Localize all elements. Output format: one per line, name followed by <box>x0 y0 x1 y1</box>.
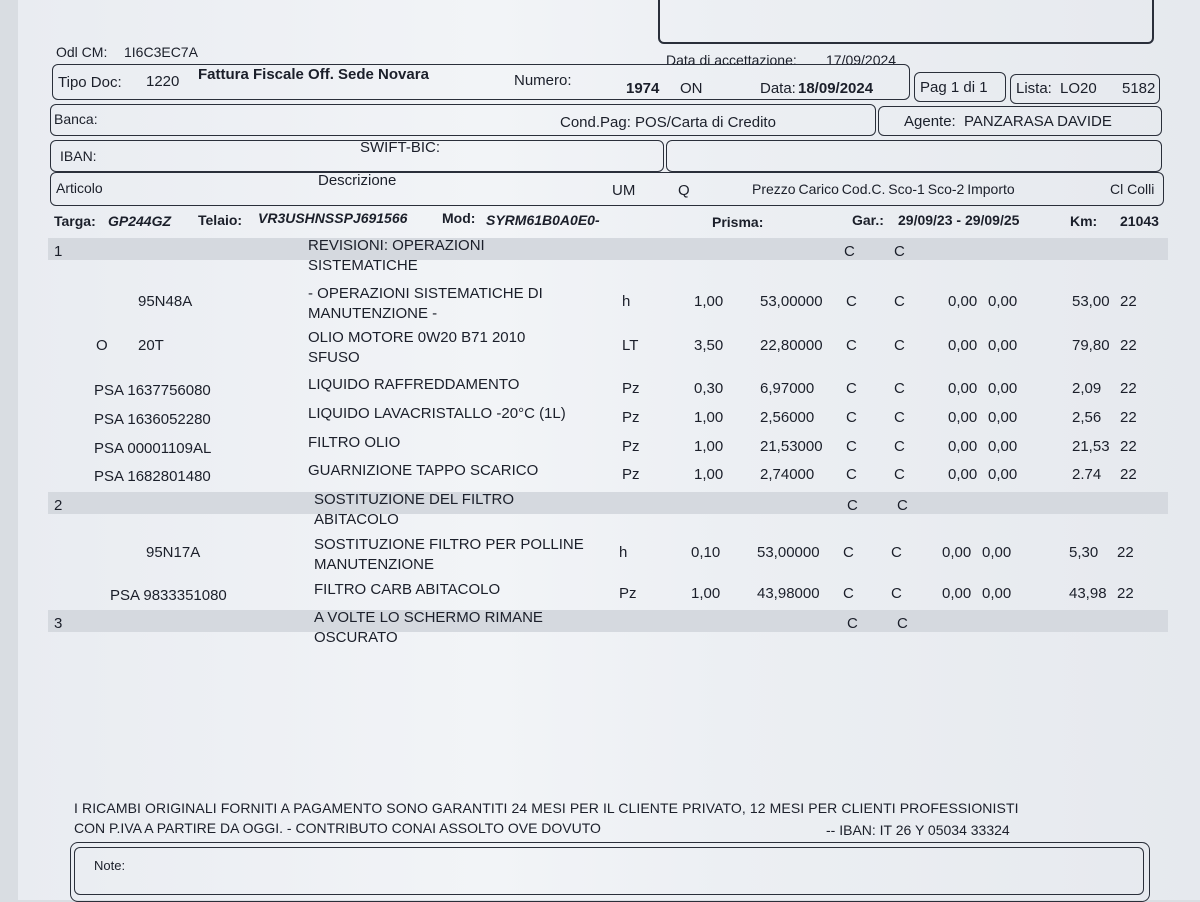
cell-articolo: 20T <box>138 337 164 354</box>
col-articolo: Articolo <box>56 180 103 196</box>
cell-carico: C <box>846 293 857 310</box>
cell-description: REVISIONI: OPERAZIONI <box>308 237 485 254</box>
cell-carico: C <box>846 466 857 483</box>
telaio-label: Telaio: <box>198 212 243 228</box>
cell-description-2: MANUTENZIONE - <box>308 305 438 322</box>
cell-quantita: 0,30 <box>694 380 724 397</box>
cell-cl: 22 <box>1120 380 1137 397</box>
odl-label: Odl CM: <box>56 44 108 60</box>
mod-label: Mod: <box>442 210 476 226</box>
col-um: UM <box>612 182 636 199</box>
cell-articolo: PSA 1636052280 <box>94 411 211 428</box>
cell-description-2: MANUTENZIONE <box>314 556 434 573</box>
cell-sconto-2: 0,00 <box>988 466 1018 483</box>
tipo-doc-label: Tipo Doc: <box>58 74 122 91</box>
cell-quantita: 0,10 <box>691 544 721 561</box>
col-q: Q <box>678 182 690 199</box>
cell-cl: 22 <box>1117 544 1134 561</box>
lista-value: LO20 <box>1060 80 1097 97</box>
cell-sconto-2: 0,00 <box>982 544 1012 561</box>
targa-value: GP244GZ <box>108 213 172 229</box>
footer-line1: I RICAMBI ORIGINALI FORNITI A PAGAMENTO SONO GARANTITI 24 MESI PER IL CLIENTE PRIVATO, 12 MESI PER CLIENTI PROFESSIONISTI <box>74 800 1019 816</box>
cell-sconto-2: 0,00 <box>988 380 1018 397</box>
table-row <box>18 328 1200 372</box>
cell-importo: 5,30 <box>1069 544 1099 561</box>
cell-description: GUARNIZIONE TAPPO SCARICO <box>308 462 539 479</box>
cell-importo: 21,53 <box>1072 438 1110 455</box>
cell-um: h <box>619 544 628 561</box>
cell-carico: C <box>843 544 854 561</box>
cell-cl: 22 <box>1120 409 1137 426</box>
mod-value: SYRM61B0A0E0- <box>486 212 600 228</box>
cell-prefix: O <box>96 337 108 354</box>
cell-um: h <box>622 293 631 310</box>
cell-group-number: 3 <box>54 615 63 632</box>
cell-description: LIQUIDO RAFFREDDAMENTO <box>308 376 520 393</box>
cell-cod-c: C <box>894 438 905 455</box>
cell-prezzo: 53,00000 <box>760 293 823 310</box>
cell-prezzo: 21,53000 <box>760 438 823 455</box>
cell-sconto-1: 0,00 <box>948 337 978 354</box>
footer-iban: -- IBAN: IT 26 Y 05034 33324 <box>826 822 1010 838</box>
note-label: Note: <box>94 858 126 873</box>
cell-um: Pz <box>622 466 640 483</box>
cell-carico: C <box>847 497 858 514</box>
cell-prezzo: 53,00000 <box>757 544 820 561</box>
cell-cl: 22 <box>1117 585 1134 602</box>
cell-description: FILTRO OLIO <box>308 434 401 451</box>
cell-articolo: 95N17A <box>146 544 201 561</box>
cell-description: LIQUIDO LAVACRISTALLO -20°C (1L) <box>308 405 566 422</box>
col-rest: Prezzo Carico Cod.C. Sco-1 Sco-2 Importo <box>752 181 1015 197</box>
agente-label: Agente: <box>904 113 956 130</box>
cell-carico: C <box>846 438 857 455</box>
cell-quantita: 1,00 <box>694 409 724 426</box>
cell-sconto-1: 0,00 <box>942 585 972 602</box>
cell-um: Pz <box>619 585 637 602</box>
cell-quantita: 1,00 <box>691 585 721 602</box>
cell-cod-c: C <box>894 293 905 310</box>
table-row <box>18 535 1200 579</box>
cell-articolo: PSA 1682801480 <box>94 468 211 485</box>
cell-importo: 2.74 <box>1072 466 1102 483</box>
cell-prezzo: 2,56000 <box>760 409 815 426</box>
cell-description-2: OSCURATO <box>314 629 398 646</box>
cell-description: SOSTITUZIONE DEL FILTRO <box>314 491 515 508</box>
data-label: Data: <box>760 80 796 97</box>
cell-description: A VOLTE LO SCHERMO RIMANE <box>314 609 543 626</box>
cond-pag: Cond.Pag: POS/Carta di Credito <box>560 114 776 131</box>
cell-sconto-2: 0,00 <box>982 585 1012 602</box>
cell-articolo: PSA 00001109AL <box>94 440 212 457</box>
prisma-label: Prisma: <box>712 214 764 230</box>
cell-quantita: 1,00 <box>694 466 724 483</box>
group-row <box>18 608 1200 652</box>
iban-label: IBAN: <box>60 148 97 164</box>
cell-group-number: 1 <box>54 243 63 260</box>
cell-sconto-2: 0,00 <box>988 438 1018 455</box>
cell-carico: C <box>846 337 857 354</box>
cell-cod-c: C <box>894 409 905 426</box>
cell-description: - OPERAZIONI SISTEMATICHE DI <box>308 285 543 302</box>
cell-importo: 53,00 <box>1072 293 1110 310</box>
numero-label: Numero: <box>514 72 572 89</box>
lista-label: Lista: <box>1016 80 1052 97</box>
telaio-value: VR3USHNSSPJ691566 <box>258 210 408 226</box>
cell-articolo: PSA 9833351080 <box>110 587 227 604</box>
gar-value: 29/09/23 - 29/09/25 <box>898 212 1020 228</box>
odl-value: 1I6C3EC7A <box>124 44 198 60</box>
note-box <box>74 847 1144 895</box>
cell-group-number: 2 <box>54 497 63 514</box>
banca-label: Banca: <box>54 111 98 127</box>
cell-um: LT <box>622 337 639 354</box>
cell-description-2: SISTEMATICHE <box>308 257 418 274</box>
cell-carico: C <box>846 409 857 426</box>
cell-importo: 79,80 <box>1072 337 1110 354</box>
cell-quantita: 3,50 <box>694 337 724 354</box>
cell-prezzo: 2,74000 <box>760 466 815 483</box>
group-row <box>18 490 1200 534</box>
cell-sconto-1: 0,00 <box>948 409 978 426</box>
cell-cl: 22 <box>1120 293 1137 310</box>
cell-cod-c: C <box>897 497 908 514</box>
lista-code: 5182 <box>1122 80 1156 97</box>
cell-sconto-2: 0,00 <box>988 293 1018 310</box>
cell-cl: 22 <box>1120 438 1137 455</box>
top-empty-box <box>658 0 1154 44</box>
cell-prezzo: 22,80000 <box>760 337 823 354</box>
cell-articolo: 95N48A <box>138 293 193 310</box>
cell-cod-c: C <box>894 337 905 354</box>
cell-cod-c: C <box>894 243 905 260</box>
accept-value: 17/09/2024 <box>826 52 897 68</box>
cell-quantita: 1,00 <box>694 438 724 455</box>
cell-sconto-1: 0,00 <box>948 380 978 397</box>
cell-description-2: ABITACOLO <box>314 511 399 528</box>
cell-sconto-1: 0,00 <box>948 293 978 310</box>
cell-description: OLIO MOTORE 0W20 B71 2010 <box>308 329 526 346</box>
swift-label: SWIFT-BIC: <box>360 139 440 156</box>
cell-quantita: 1,00 <box>694 293 724 310</box>
tipo-doc-code: 1220 <box>146 73 180 90</box>
cell-cod-c: C <box>891 585 902 602</box>
cell-importo: 2,56 <box>1072 409 1102 426</box>
cell-articolo: PSA 1637756080 <box>94 382 211 399</box>
iban-right-box <box>666 140 1162 172</box>
cell-um: Pz <box>622 409 640 426</box>
tipo-doc-desc: Fattura Fiscale Off. Sede Novara <box>198 66 429 83</box>
invoice-sheet <box>18 0 1200 900</box>
cell-carico: C <box>847 615 858 632</box>
cell-sconto-2: 0,00 <box>988 337 1018 354</box>
footer-line2: CON P.IVA A PARTIRE DA OGGI. - CONTRIBUTO CONAI ASSOLTO OVE DOVUTO <box>74 820 601 836</box>
table-row <box>18 284 1200 328</box>
col-descrizione: Descrizione <box>318 172 397 189</box>
cell-sconto-1: 0,00 <box>948 438 978 455</box>
cell-sconto-2: 0,00 <box>988 409 1018 426</box>
col-cicolli: Cl Colli <box>1110 181 1155 197</box>
cell-importo: 2,09 <box>1072 380 1102 397</box>
cell-cod-c: C <box>891 544 902 561</box>
cell-importo: 43,98 <box>1069 585 1107 602</box>
km-label: Km: <box>1070 213 1098 229</box>
cell-cl: 22 <box>1120 466 1137 483</box>
data-value: 18/09/2024 <box>798 80 874 97</box>
cell-description: FILTRO CARB ABITACOLO <box>314 581 501 598</box>
cell-cod-c: C <box>894 380 905 397</box>
cell-sconto-1: 0,00 <box>948 466 978 483</box>
cell-prezzo: 6,97000 <box>760 380 815 397</box>
cell-carico: C <box>844 243 855 260</box>
iban-box <box>50 140 664 172</box>
agente-value: PANZARASA DAVIDE <box>964 113 1112 130</box>
cell-carico: C <box>846 380 857 397</box>
numero-suffix: ON <box>680 80 703 97</box>
cell-description-2: SFUSO <box>308 349 360 366</box>
cell-prezzo: 43,98000 <box>757 585 820 602</box>
gar-label: Gar.: <box>852 212 884 228</box>
cell-um: Pz <box>622 438 640 455</box>
cell-sconto-1: 0,00 <box>942 544 972 561</box>
km-value: 21043 <box>1120 213 1159 229</box>
cell-cod-c: C <box>897 615 908 632</box>
cell-carico: C <box>843 585 854 602</box>
pag-text: Pag 1 di 1 <box>920 79 988 96</box>
group-row <box>18 236 1200 280</box>
accept-label: Data di accettazione: <box>666 52 797 68</box>
numero-value: 1974 <box>626 80 660 97</box>
cell-cl: 22 <box>1120 337 1137 354</box>
targa-label: Targa: <box>54 213 96 229</box>
cell-um: Pz <box>622 380 640 397</box>
cell-cod-c: C <box>894 466 905 483</box>
cell-description: SOSTITUZIONE FILTRO PER POLLINE <box>314 536 584 553</box>
